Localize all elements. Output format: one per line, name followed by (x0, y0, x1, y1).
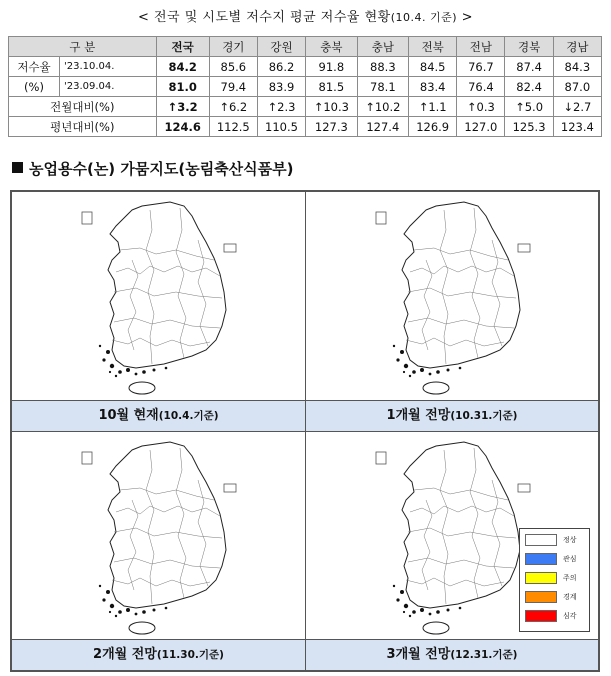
row-label: 전월대비(%) (9, 97, 157, 117)
table-cell: 78.1 (357, 77, 408, 97)
legend-label: 정상 (563, 536, 577, 544)
section-heading (12, 158, 294, 179)
table-cell: 126.9 (409, 117, 457, 137)
square-bullet-icon (12, 162, 23, 173)
legend-swatch (525, 591, 557, 603)
table-cell: 127.4 (357, 117, 408, 137)
map-panel-1 (11, 191, 306, 432)
table-cell: ↑6.2 (209, 97, 257, 117)
table-cell: ↑10.2 (357, 97, 408, 117)
map-caption-date: (10.31.기준) (450, 410, 518, 422)
table-cell: ↑0.3 (457, 97, 505, 117)
table-cell: 124.6 (156, 117, 209, 137)
table-cell: 91.8 (306, 57, 357, 77)
row-label: (%) (9, 77, 60, 97)
col-header: 구 분 (9, 37, 157, 57)
table-header-row (9, 37, 602, 57)
map-caption-label: 1개월 전망 (386, 408, 451, 423)
row-date: '23.10.04. (60, 57, 157, 77)
reservoir-table (8, 36, 602, 137)
table-cell: 81.5 (306, 77, 357, 97)
title-end: > (457, 10, 474, 25)
drought-map-grid (10, 190, 600, 672)
table-cell: ↑10.3 (306, 97, 357, 117)
map-caption (306, 400, 598, 431)
table-cell: 76.4 (457, 77, 505, 97)
table-cell: 127.3 (306, 117, 357, 137)
table-cell: 127.0 (457, 117, 505, 137)
table-cell: 88.3 (357, 57, 408, 77)
table-cell: ↑3.2 (156, 97, 209, 117)
row-label: 평년대비(%) (9, 117, 157, 137)
table-cell: 84.2 (156, 57, 209, 77)
col-header: 전북 (409, 37, 457, 57)
legend-label: 심각 (563, 612, 577, 620)
table-cell: 85.6 (209, 57, 257, 77)
map-caption-label: 2개월 전망 (93, 647, 157, 662)
map-panel-4 (305, 431, 599, 671)
map-panel-3 (11, 431, 306, 671)
col-header: 경남 (553, 37, 601, 57)
map-caption-date: (12.31.기준) (450, 649, 518, 661)
table-row (9, 117, 602, 137)
table-cell: 81.0 (156, 77, 209, 97)
table-cell: ↑5.0 (505, 97, 553, 117)
col-header: 전국 (156, 37, 209, 57)
row-label: 저수율 (9, 57, 60, 77)
col-header: 경기 (209, 37, 257, 57)
col-header: 경북 (505, 37, 553, 57)
row-date: '23.09.04. (60, 77, 157, 97)
map-caption-date: (10.4.기준) (158, 410, 219, 422)
korea-map (12, 432, 305, 638)
page-title (0, 6, 611, 25)
legend-label: 관심 (563, 555, 577, 563)
map-panel-2 (305, 191, 599, 432)
map-caption (12, 639, 305, 670)
table-cell: 82.4 (505, 77, 553, 97)
legend-swatch (525, 534, 557, 546)
table-cell: ↑2.3 (257, 97, 305, 117)
legend-item (525, 572, 587, 586)
map-caption-label: 3개월 전망 (386, 647, 451, 662)
table-cell: 125.3 (505, 117, 553, 137)
col-header: 충남 (357, 37, 408, 57)
table-row (9, 57, 602, 77)
korea-map (12, 192, 305, 398)
col-header: 전남 (457, 37, 505, 57)
table-cell: 84.3 (553, 57, 601, 77)
legend-swatch (525, 572, 557, 584)
table-cell: 110.5 (257, 117, 305, 137)
table-row (9, 77, 602, 97)
legend-label: 주의 (563, 574, 577, 582)
legend-item (525, 591, 587, 605)
table-cell: 86.2 (257, 57, 305, 77)
map-caption (306, 639, 598, 670)
table-cell: 76.7 (457, 57, 505, 77)
legend-item (525, 610, 587, 624)
legend-swatch (525, 553, 557, 565)
title-text: < 전국 및 시도별 저수지 평균 저수율 현황 (137, 10, 391, 25)
legend-item (525, 534, 587, 548)
map-legend (519, 528, 590, 632)
map-caption-label: 10월 현재 (98, 408, 159, 423)
table-cell: ↑1.1 (409, 97, 457, 117)
table-cell: 83.9 (257, 77, 305, 97)
table-cell: ↓2.7 (553, 97, 601, 117)
map-caption-date: (11.30.기준) (156, 649, 224, 661)
col-header: 강원 (257, 37, 305, 57)
table-row (9, 97, 602, 117)
title-date: (10.4. 기준) (390, 11, 458, 24)
table-cell: 87.4 (505, 57, 553, 77)
table-cell: 84.5 (409, 57, 457, 77)
legend-label: 경계 (563, 593, 577, 601)
legend-swatch (525, 610, 557, 622)
korea-map (306, 192, 598, 398)
col-header: 충북 (306, 37, 357, 57)
table-cell: 83.4 (409, 77, 457, 97)
legend-item (525, 553, 587, 567)
section-title: 농업용수(논) 가뭄지도(농림축산식품부) (29, 160, 294, 178)
table-cell: 79.4 (209, 77, 257, 97)
map-caption (12, 400, 305, 431)
table-cell: 123.4 (553, 117, 601, 137)
table-cell: 87.0 (553, 77, 601, 97)
table-cell: 112.5 (209, 117, 257, 137)
